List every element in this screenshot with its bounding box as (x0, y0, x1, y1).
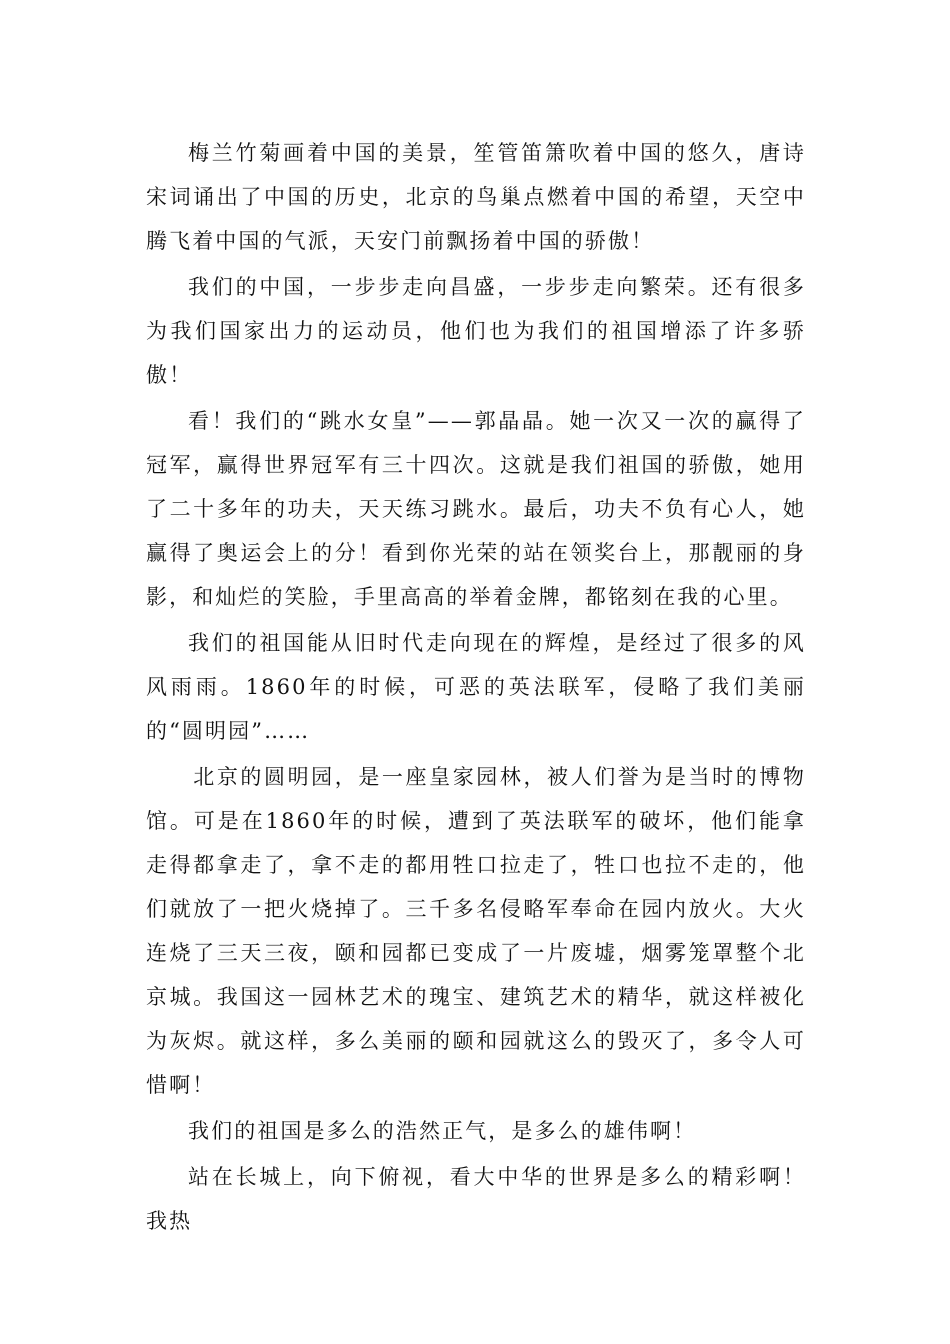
paragraph-6: 我们的祖国是多么的浩然正气，是多么的雄伟啊！ (188, 1119, 697, 1143)
paragraph-2: 我们的中国，一步步走向昌盛，一步步走向繁荣。还有很多为我们国家出力的运动员，他们也为我们的祖国增添了许多骄傲！ (146, 275, 806, 387)
paragraph-5: 北京的圆明园，是一座皇家园林，被人们誉为是当时的博物馆。可是在1860年的时候，遭到了英法联军的破坏，他们能拿走得都拿走了，拿不走的都用牲口拉走了，牲口也拉不走的，他们就放了一把火烧掉了。三千多名侵略军奉命在园内放火。大火连烧了三天三夜，颐和园都已变成了一片废墟，烟雾笼罩整个北京城。我国这一园林艺术的瑰宝、建筑艺术的精华，就这样被化为灰烬。就这样，多么美丽的颐和园就这么的毁灭了，多令人可惜啊！ (146, 765, 806, 1097)
paragraph-4: 我们的祖国能从旧时代走向现在的辉煌，是经过了很多的风风雨雨。1860年的时候，可恶的英法联军，侵略了我们美丽的“圆明园”…… (146, 631, 806, 743)
paragraph-3: 看！我们的“跳水女皇”——郭晶晶。她一次又一次的赢得了冠军，赢得世界冠军有三十四次。这就是我们祖国的骄傲，她用了二十多年的功夫，天天练习跳水。最后，功夫不负有心人，她赢得了奥运会上的分！看到你光荣的站在领奖台上，那靓丽的身影，和灿烂的笑脸，手里高高的举着金牌，都铭刻在我的心里。 (146, 409, 806, 609)
paragraph-7: 站在长城上，向下俯视，看大中华的世界是多么的精彩啊！我热 (146, 1165, 806, 1233)
document-body (146, 131, 806, 1245)
paragraph-1: 梅兰竹菊画着中国的美景，笙管笛箫吹着中国的悠久，唐诗宋词诵出了中国的历史，北京的鸟巢点燃着中国的希望，天空中腾飞着中国的气派，天安门前飘扬着中国的骄傲！ (146, 141, 806, 253)
